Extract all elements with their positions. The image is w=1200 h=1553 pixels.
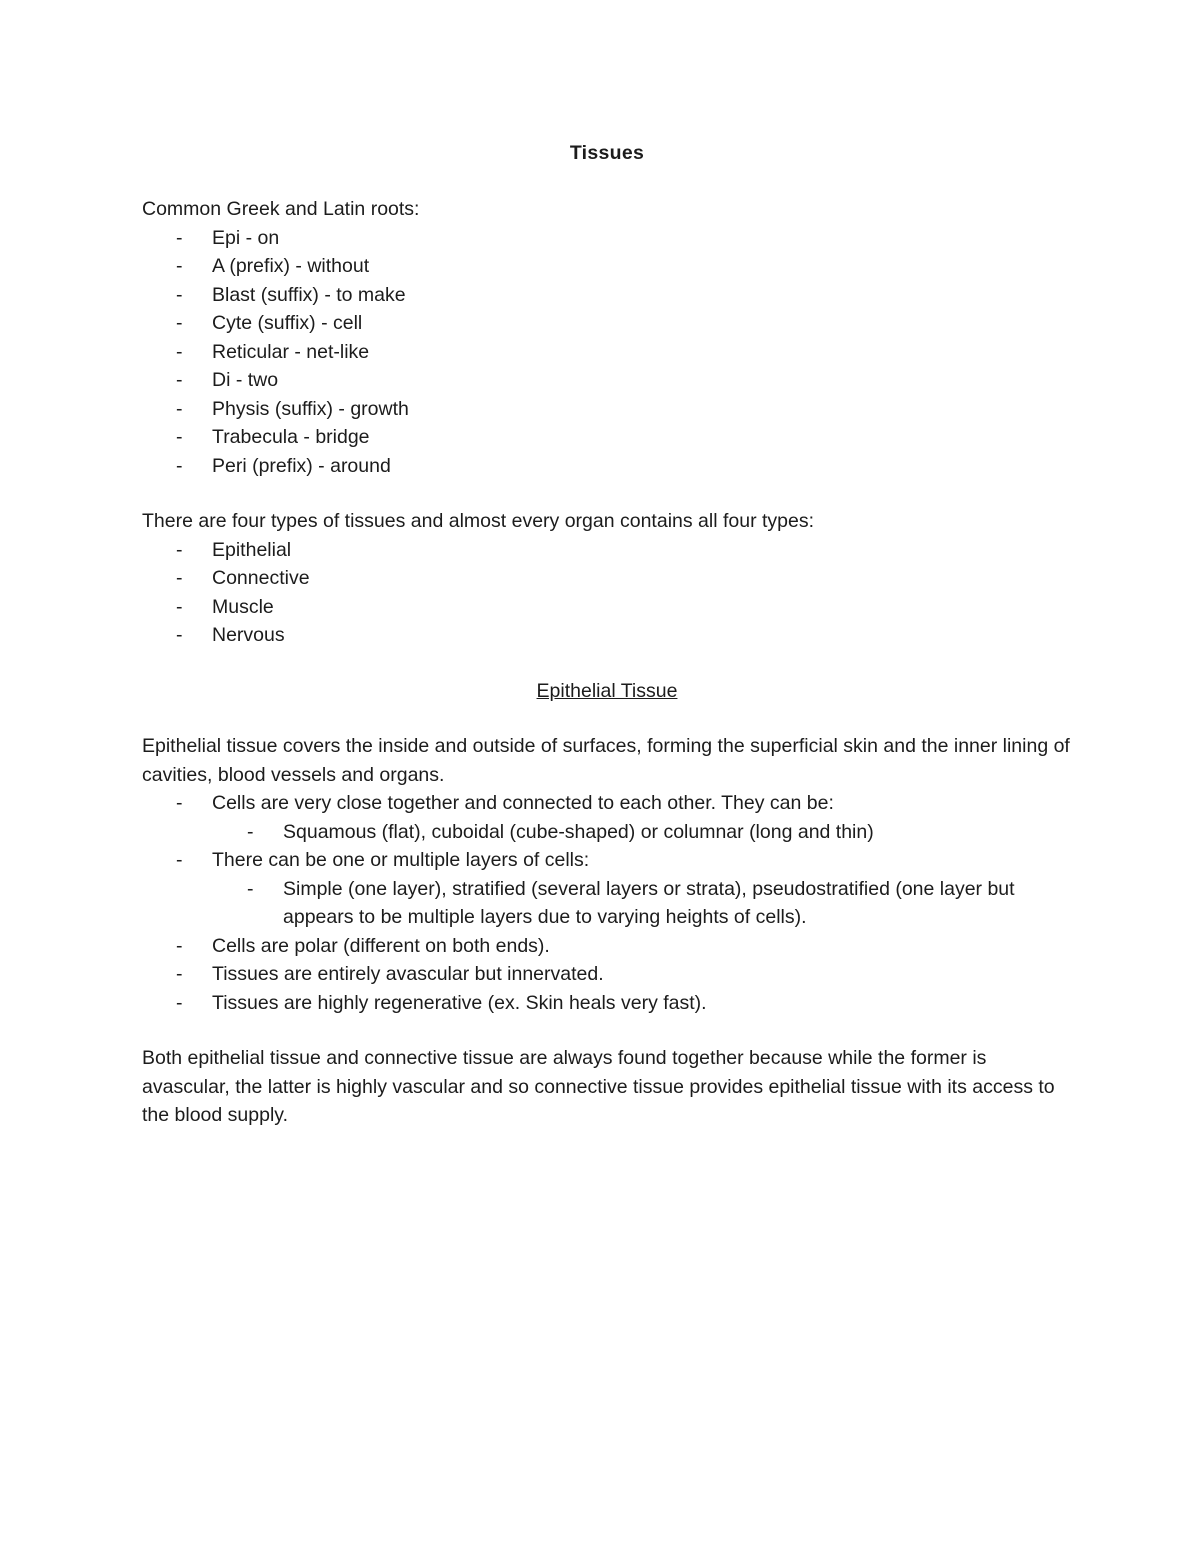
list-item: - A (prefix) - without bbox=[142, 252, 1072, 281]
list-item: - Tissues are entirely avascular but innervated. bbox=[142, 960, 1072, 989]
closing-paragraph: Both epithelial tissue and connective tissue are always found together because while the former is avascular, the latter is highly vascular and so connective tissue provides epithelial tissue with its access to the blood supply. bbox=[142, 1047, 1055, 1126]
page-title: Tissues bbox=[569, 142, 645, 164]
sub-list-item: - Squamous (flat), cuboidal (cube-shaped) or columnar (long and thin) bbox=[142, 818, 1072, 847]
list-item: - Reticular - net-like bbox=[142, 338, 1072, 367]
list-item: - Cyte (suffix) - cell bbox=[142, 309, 1072, 338]
list-item: - There can be one or multiple layers of cells: bbox=[142, 846, 1072, 875]
list-item: - Di - two bbox=[142, 366, 1072, 395]
sub-list-wrapper bbox=[142, 818, 1072, 847]
types-intro: There are four types of tissues and almost every organ contains all four types: bbox=[142, 510, 815, 532]
epithelial-intro: Epithelial tissue covers the inside and outside of surfaces, forming the superficial skin and the inner lining of cavities, blood vessels and organs. bbox=[142, 735, 1070, 786]
document-body bbox=[142, 138, 1072, 1130]
sub-list-wrapper bbox=[142, 875, 1072, 932]
sub-list-item: - Simple (one layer), stratified (several layers or strata), pseudostratified (one layer but appears to be multiple layers due to varying heights of cells). bbox=[142, 875, 1072, 932]
list-item: - Peri (prefix) - around bbox=[142, 452, 1072, 481]
spacer bbox=[142, 1017, 1072, 1044]
types-list bbox=[142, 536, 1072, 650]
sub-list bbox=[142, 818, 1072, 847]
roots-list bbox=[142, 224, 1072, 481]
roots-intro: Common Greek and Latin roots: bbox=[142, 198, 420, 220]
spacer bbox=[142, 480, 1072, 507]
sub-list bbox=[142, 875, 1072, 932]
list-item: - Epithelial bbox=[142, 536, 1072, 565]
list-item: - Trabecula - bridge bbox=[142, 423, 1072, 452]
spacer bbox=[142, 168, 1072, 195]
list-item: - Blast (suffix) - to make bbox=[142, 281, 1072, 310]
list-item: - Muscle bbox=[142, 593, 1072, 622]
spacer bbox=[142, 705, 1072, 732]
epithelial-list bbox=[142, 789, 1072, 1017]
list-item: - Connective bbox=[142, 564, 1072, 593]
spacer bbox=[142, 650, 1072, 677]
list-item: - Nervous bbox=[142, 621, 1072, 650]
list-item: - Cells are polar (different on both ends). bbox=[142, 932, 1072, 961]
list-item: - Cells are very close together and connected to each other. They can be: bbox=[142, 789, 1072, 818]
list-item: - Tissues are highly regenerative (ex. Skin heals very fast). bbox=[142, 989, 1072, 1018]
list-item: - Physis (suffix) - growth bbox=[142, 395, 1072, 424]
list-item: - Epi - on bbox=[142, 224, 1072, 253]
section-heading: Epithelial Tissue bbox=[536, 679, 678, 702]
